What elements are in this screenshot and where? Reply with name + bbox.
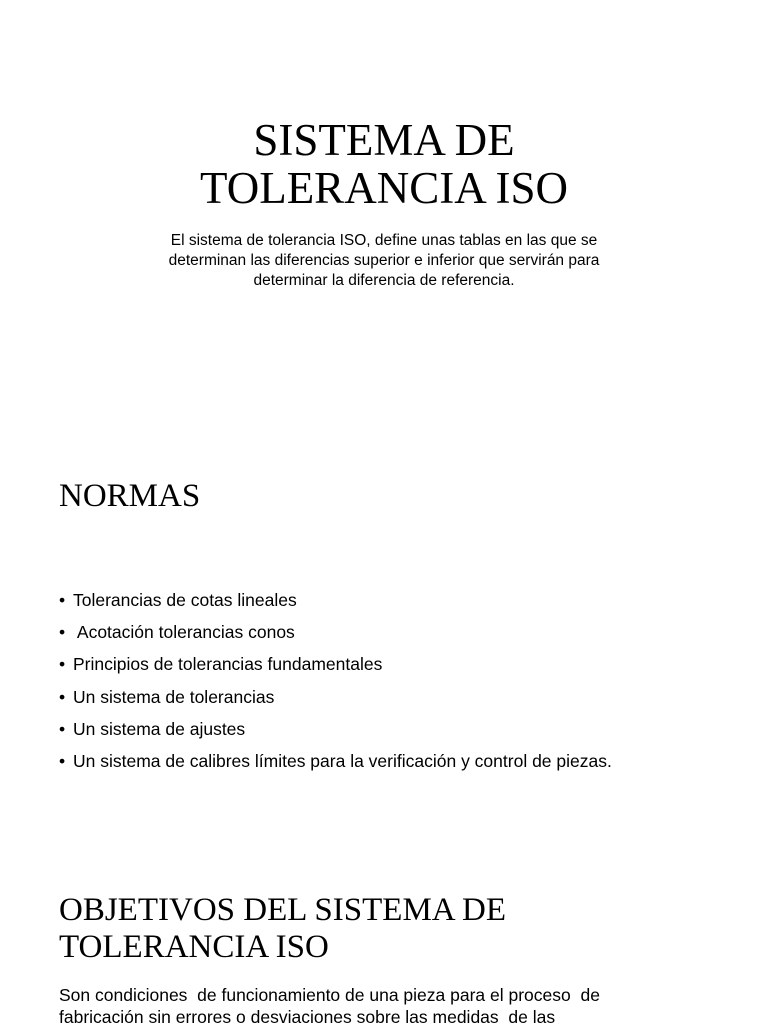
slide-normas (0, 432, 768, 864)
bullet-icon: • (59, 718, 66, 739)
objetivos-body (59, 984, 719, 1024)
list-item (59, 713, 612, 745)
bullet-icon: • (59, 590, 66, 610)
objetivos-title (59, 892, 506, 966)
list-item-text: Un sistema de ajustes (73, 718, 246, 739)
title-line-1: SISTEMA DE (253, 115, 515, 165)
slide-title (0, 0, 768, 432)
list-item-text: Tolerancias de cotas lineales (73, 590, 297, 610)
normas-list (59, 584, 612, 777)
list-item-text: Principios de tolerancias fundamentales (73, 654, 383, 675)
list-item-text: Un sistema de tolerancias (73, 686, 275, 707)
bullet-icon: • (59, 622, 66, 643)
subtitle-line-1: El sistema de tolerancia ISO, define unas tablas en las que se (170, 232, 598, 249)
subtitle-line-2: determinan las diferencias superior e inferior que servirán para (168, 252, 600, 269)
normas-title: NORMAS (59, 478, 201, 514)
list-item (59, 745, 612, 777)
list-item (59, 681, 612, 713)
bullet-icon: • (59, 751, 66, 772)
subtitle-line-3: determinar la diferencia de referencia. (253, 272, 515, 289)
body-line-1: Son condiciones de funcionamiento de una pieza para el proceso de (59, 985, 600, 1005)
bullet-icon: • (59, 686, 66, 707)
slide-title-heading (0, 116, 768, 212)
list-item-text: Acotación tolerancias conos (73, 622, 295, 643)
objetivos-title-line-1: OBJETIVOS DEL SISTEMA DE (59, 892, 507, 928)
objetivos-title-line-2: TOLERANCIA ISO (59, 929, 329, 965)
bullet-icon: • (59, 654, 66, 675)
list-item-text: Un sistema de calibres límites para la verificación y control de piezas. (73, 751, 612, 772)
title-line-2: TOLERANCIA ISO (200, 163, 568, 213)
list-item (59, 648, 612, 680)
list-item (59, 616, 612, 648)
body-line-2: fabricación sin errores o desviaciones sobre las medidas de las (59, 1007, 556, 1024)
slide-subtitle (124, 231, 644, 291)
slide-objetivos (0, 864, 768, 1024)
list-item (59, 584, 612, 616)
